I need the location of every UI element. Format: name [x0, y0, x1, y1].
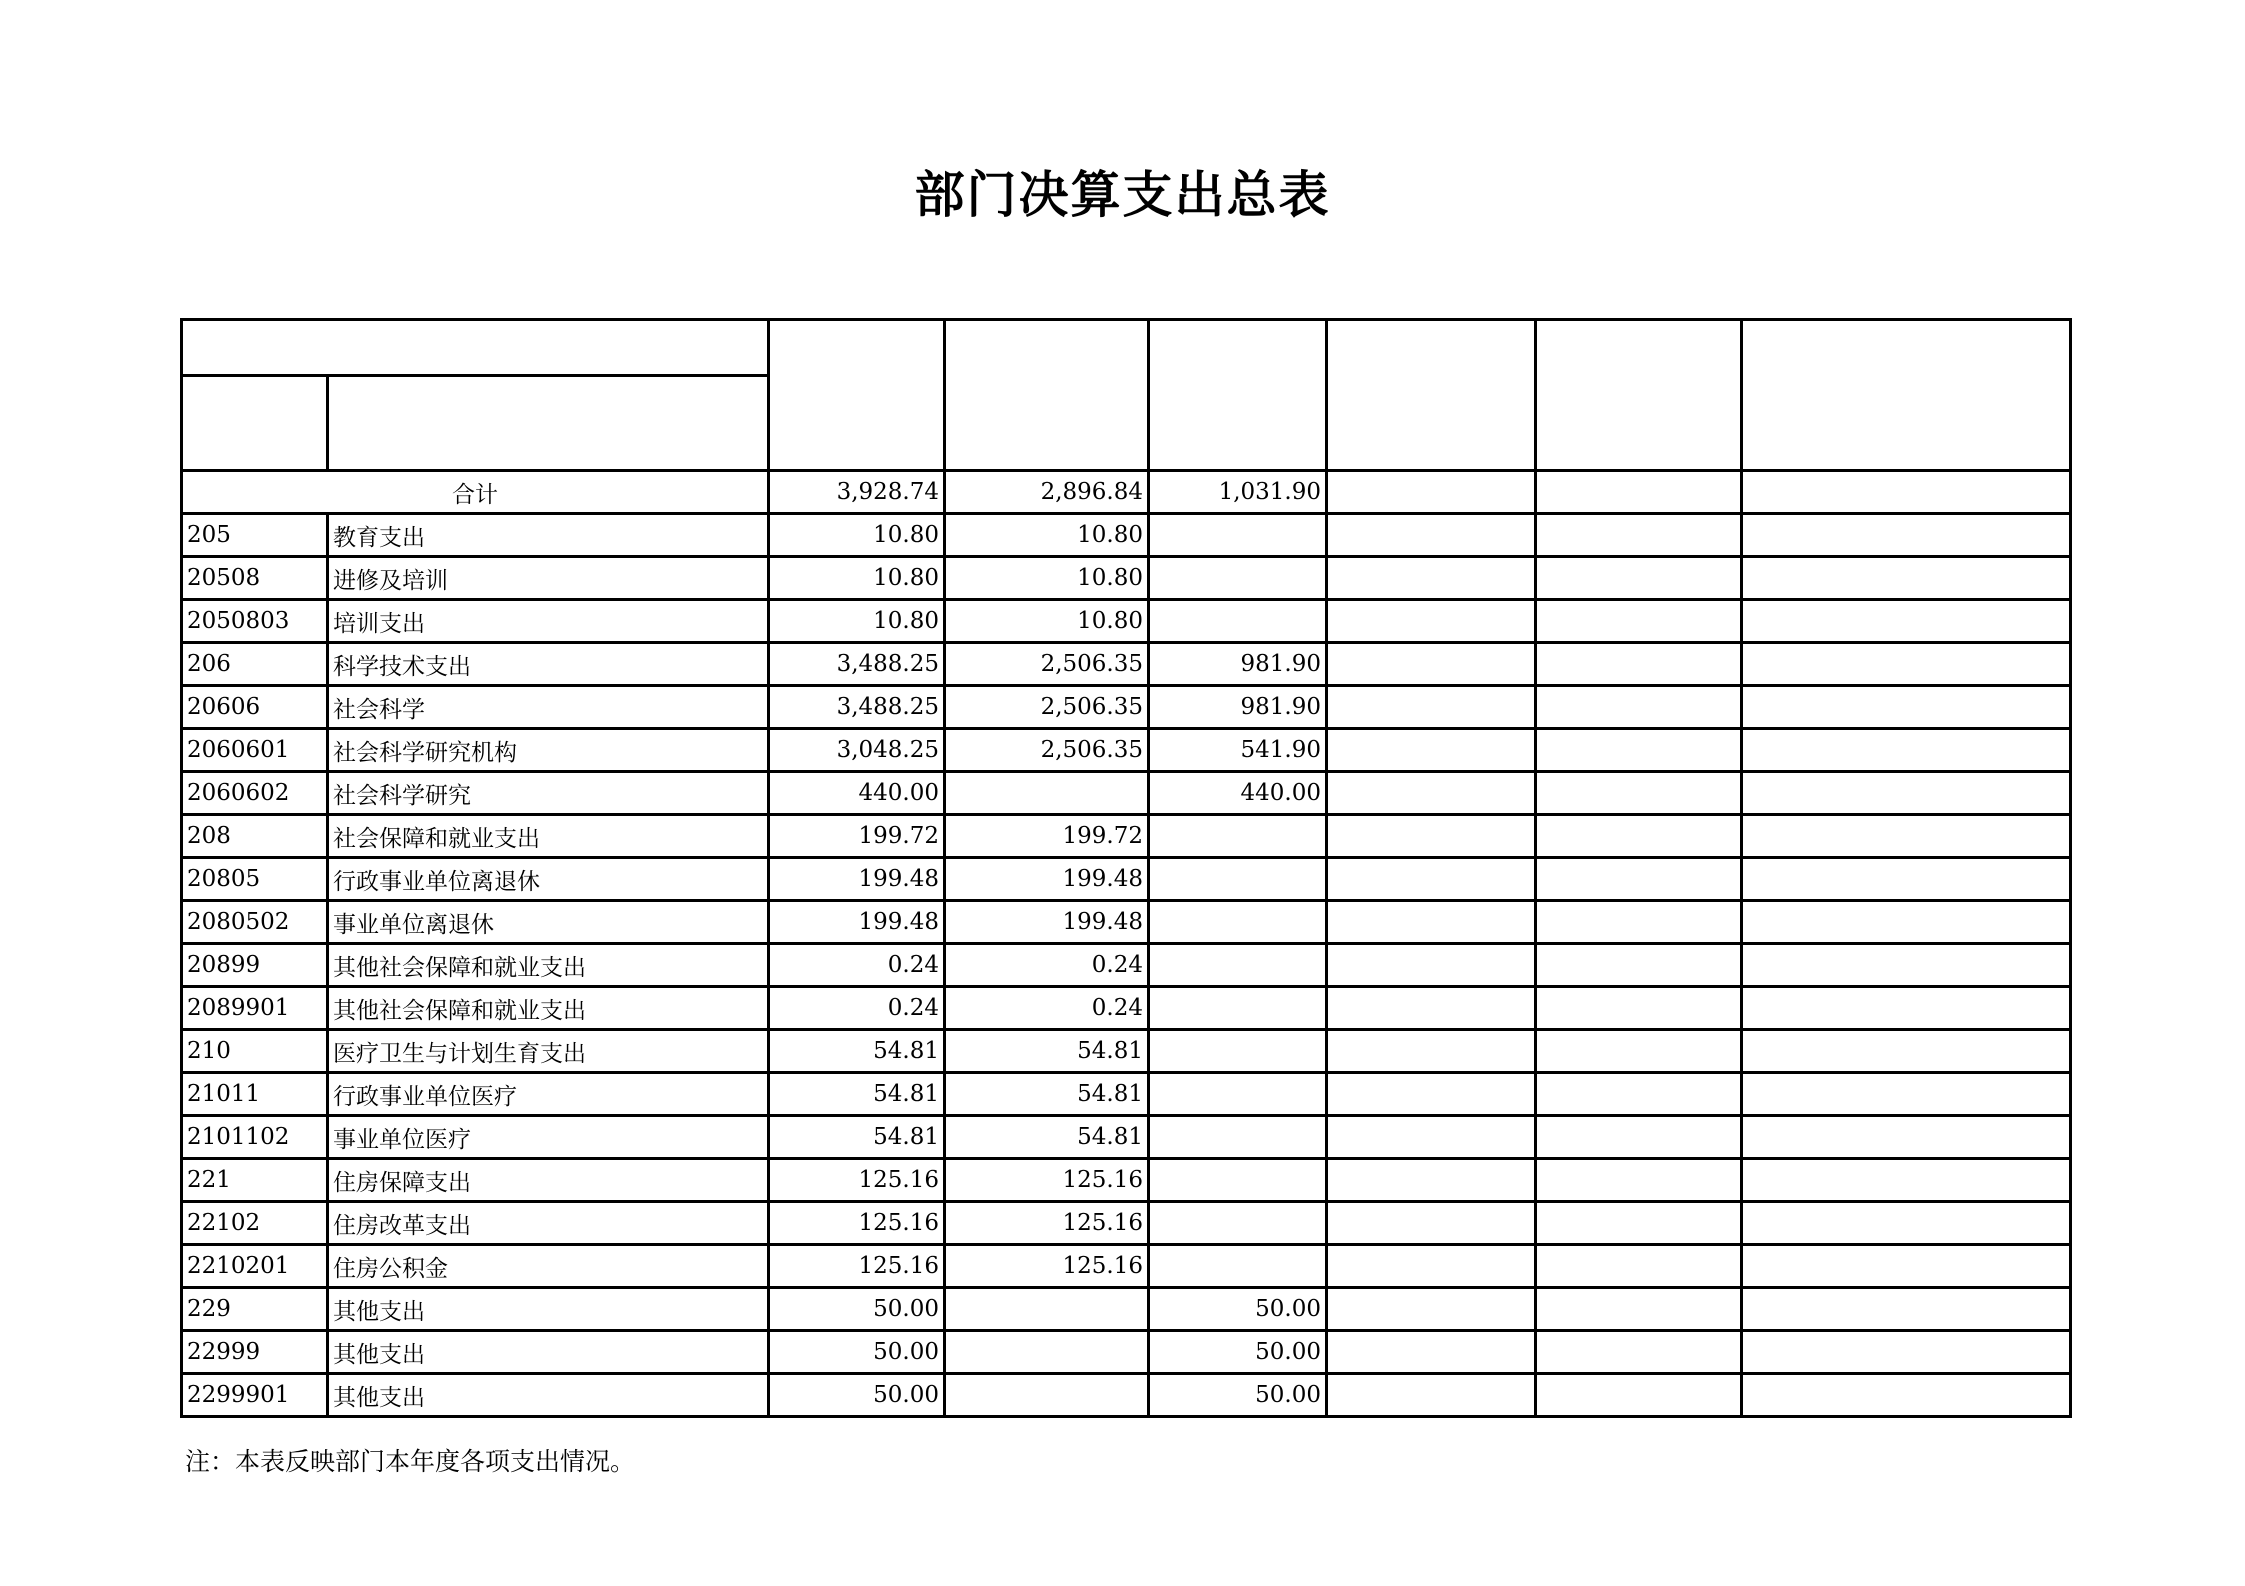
row-value-cell	[1149, 1159, 1327, 1202]
row-value-cell	[1742, 514, 2071, 557]
row-value-cell: 125.16	[769, 1202, 945, 1245]
row-value-cell	[1742, 600, 2071, 643]
row-value-cell	[1742, 1202, 2071, 1245]
row-name-cell: 住房公积金	[328, 1245, 769, 1288]
row-name-cell: 事业单位离退休	[328, 901, 769, 944]
row-code-cell: 20899	[182, 944, 328, 987]
row-code-cell: 20508	[182, 557, 328, 600]
row-value-cell	[1742, 1159, 2071, 1202]
row-value-cell	[1536, 686, 1742, 729]
row-value-cell	[1149, 987, 1327, 1030]
row-code-cell: 22999	[182, 1331, 328, 1374]
row-value-cell	[1149, 514, 1327, 557]
row-value-cell: 54.81	[769, 1073, 945, 1116]
row-value-cell: 50.00	[1149, 1288, 1327, 1331]
row-value-cell	[1742, 1073, 2071, 1116]
row-value-cell	[1536, 1073, 1742, 1116]
table-row	[182, 987, 2071, 1030]
row-value-cell	[1327, 1159, 1536, 1202]
row-value-cell: 3,488.25	[769, 686, 945, 729]
row-value-cell	[1536, 557, 1742, 600]
row-value-cell	[1327, 987, 1536, 1030]
row-code-cell: 229	[182, 1288, 328, 1331]
row-value-cell	[1327, 1374, 1536, 1417]
row-value-cell	[1742, 1030, 2071, 1073]
table-row	[182, 1073, 2071, 1116]
row-value-cell	[1327, 815, 1536, 858]
row-code-cell: 2101102	[182, 1116, 328, 1159]
row-value-cell	[1149, 1202, 1327, 1245]
row-code-cell: 2050803	[182, 600, 328, 643]
row-value-cell: 541.90	[1149, 729, 1327, 772]
row-code-cell: 210	[182, 1030, 328, 1073]
row-name-cell: 培训支出	[328, 600, 769, 643]
row-name-cell: 行政事业单位医疗	[328, 1073, 769, 1116]
row-value-cell: 10.80	[769, 514, 945, 557]
row-value-cell	[1149, 901, 1327, 944]
row-value-cell	[1327, 1030, 1536, 1073]
total-cell	[1327, 471, 1536, 514]
row-value-cell: 3,488.25	[769, 643, 945, 686]
table-row	[182, 686, 2071, 729]
row-code-cell: 205	[182, 514, 328, 557]
row-value-cell	[1149, 1073, 1327, 1116]
row-value-cell: 199.48	[945, 858, 1149, 901]
row-name-cell: 进修及培训	[328, 557, 769, 600]
header-col-1	[769, 320, 945, 471]
row-value-cell	[945, 1374, 1149, 1417]
row-value-cell: 50.00	[769, 1374, 945, 1417]
row-value-cell: 199.72	[945, 815, 1149, 858]
row-name-cell: 医疗卫生与计划生育支出	[328, 1030, 769, 1073]
row-value-cell	[1742, 686, 2071, 729]
row-value-cell: 125.16	[945, 1202, 1149, 1245]
row-value-cell: 125.16	[945, 1159, 1149, 1202]
row-value-cell: 440.00	[1149, 772, 1327, 815]
row-value-cell	[1327, 1245, 1536, 1288]
row-value-cell	[1742, 944, 2071, 987]
row-value-cell	[1327, 729, 1536, 772]
row-value-cell	[1536, 944, 1742, 987]
row-value-cell	[1327, 600, 1536, 643]
row-value-cell	[1536, 729, 1742, 772]
row-name-cell: 事业单位医疗	[328, 1116, 769, 1159]
row-value-cell	[1327, 557, 1536, 600]
table-row	[182, 1159, 2071, 1202]
row-value-cell	[1149, 557, 1327, 600]
row-value-cell: 10.80	[769, 600, 945, 643]
row-value-cell	[1536, 987, 1742, 1030]
header-subject-group	[182, 320, 769, 376]
row-value-cell: 3,048.25	[769, 729, 945, 772]
header-col-5	[1536, 320, 1742, 471]
row-value-cell	[1327, 514, 1536, 557]
row-value-cell	[1149, 944, 1327, 987]
row-value-cell: 199.72	[769, 815, 945, 858]
row-value-cell	[1536, 1116, 1742, 1159]
row-code-cell: 2060601	[182, 729, 328, 772]
header-col-6	[1742, 320, 2071, 471]
row-value-cell	[1327, 1116, 1536, 1159]
row-value-cell	[1327, 686, 1536, 729]
row-name-cell: 教育支出	[328, 514, 769, 557]
row-value-cell: 2,506.35	[945, 643, 1149, 686]
row-name-cell: 社会科学	[328, 686, 769, 729]
row-value-cell	[1327, 901, 1536, 944]
table-row	[182, 1374, 2071, 1417]
table-row	[182, 944, 2071, 987]
row-value-cell	[1536, 1245, 1742, 1288]
row-value-cell	[1149, 1030, 1327, 1073]
row-code-cell: 20606	[182, 686, 328, 729]
table-row	[182, 815, 2071, 858]
row-value-cell: 50.00	[1149, 1374, 1327, 1417]
table-row	[182, 1116, 2071, 1159]
row-value-cell	[1536, 514, 1742, 557]
row-value-cell	[1149, 815, 1327, 858]
row-code-cell: 208	[182, 815, 328, 858]
table-row	[182, 901, 2071, 944]
row-value-cell: 10.80	[769, 557, 945, 600]
row-value-cell: 54.81	[945, 1116, 1149, 1159]
row-value-cell: 10.80	[945, 514, 1149, 557]
row-value-cell	[1327, 643, 1536, 686]
row-name-cell: 住房保障支出	[328, 1159, 769, 1202]
row-value-cell	[945, 772, 1149, 815]
header-subject-code	[182, 376, 328, 471]
row-value-cell	[1327, 1202, 1536, 1245]
row-value-cell: 0.24	[769, 944, 945, 987]
row-value-cell	[1536, 901, 1742, 944]
row-value-cell	[1536, 1374, 1742, 1417]
row-value-cell	[1536, 1159, 1742, 1202]
total-label: 合计	[182, 471, 769, 514]
table-row	[182, 1202, 2071, 1245]
row-value-cell: 50.00	[769, 1331, 945, 1374]
row-value-cell	[1536, 858, 1742, 901]
row-value-cell: 199.48	[769, 901, 945, 944]
row-value-cell	[1742, 1245, 2071, 1288]
row-code-cell: 2210201	[182, 1245, 328, 1288]
row-value-cell: 54.81	[945, 1030, 1149, 1073]
table-row	[182, 1288, 2071, 1331]
row-value-cell: 125.16	[769, 1245, 945, 1288]
row-value-cell	[1742, 815, 2071, 858]
row-name-cell: 其他社会保障和就业支出	[328, 987, 769, 1030]
table-row	[182, 1245, 2071, 1288]
row-name-cell: 科学技术支出	[328, 643, 769, 686]
table-row	[182, 1331, 2071, 1374]
row-value-cell	[1536, 772, 1742, 815]
row-value-cell	[1536, 1288, 1742, 1331]
row-value-cell	[1536, 600, 1742, 643]
row-name-cell: 社会保障和就业支出	[328, 815, 769, 858]
row-value-cell	[1742, 1116, 2071, 1159]
row-value-cell	[1149, 1116, 1327, 1159]
row-value-cell: 50.00	[1149, 1331, 1327, 1374]
row-value-cell: 125.16	[945, 1245, 1149, 1288]
row-value-cell	[1742, 1374, 2071, 1417]
row-value-cell	[1742, 772, 2071, 815]
row-value-cell: 440.00	[769, 772, 945, 815]
table-row	[182, 729, 2071, 772]
row-value-cell	[1149, 1245, 1327, 1288]
row-value-cell: 54.81	[945, 1073, 1149, 1116]
row-code-cell: 2080502	[182, 901, 328, 944]
row-value-cell	[1536, 643, 1742, 686]
row-value-cell	[1536, 1030, 1742, 1073]
row-value-cell	[1536, 1331, 1742, 1374]
total-cell: 3,928.74	[769, 471, 945, 514]
row-value-cell: 0.24	[945, 944, 1149, 987]
row-value-cell: 981.90	[1149, 686, 1327, 729]
row-value-cell: 0.24	[945, 987, 1149, 1030]
row-code-cell: 22102	[182, 1202, 328, 1245]
total-cell: 1,031.90	[1149, 471, 1327, 514]
row-value-cell: 50.00	[769, 1288, 945, 1331]
row-value-cell: 10.80	[945, 557, 1149, 600]
row-value-cell	[1742, 729, 2071, 772]
header-col-3	[1149, 320, 1327, 471]
row-value-cell	[1742, 858, 2071, 901]
table-row	[182, 1030, 2071, 1073]
row-value-cell	[1149, 858, 1327, 901]
table-note: 注：本表反映部门本年度各项支出情况。	[185, 1447, 636, 1476]
row-name-cell: 其他支出	[328, 1288, 769, 1331]
row-value-cell	[1327, 772, 1536, 815]
row-value-cell	[1536, 1202, 1742, 1245]
page-title: 部门决算支出总表	[914, 166, 1331, 224]
row-value-cell	[1536, 815, 1742, 858]
table-row	[182, 772, 2071, 815]
row-name-cell: 其他支出	[328, 1331, 769, 1374]
row-value-cell: 10.80	[945, 600, 1149, 643]
row-code-cell: 221	[182, 1159, 328, 1202]
row-name-cell: 社会科学研究	[328, 772, 769, 815]
row-value-cell	[1742, 1288, 2071, 1331]
row-value-cell: 199.48	[945, 901, 1149, 944]
row-name-cell: 住房改革支出	[328, 1202, 769, 1245]
header-col-4	[1327, 320, 1536, 471]
row-value-cell	[1327, 1073, 1536, 1116]
row-code-cell: 2299901	[182, 1374, 328, 1417]
header-row-top	[182, 320, 2071, 376]
row-code-cell: 2089901	[182, 987, 328, 1030]
row-name-cell: 行政事业单位离退休	[328, 858, 769, 901]
row-code-cell: 20805	[182, 858, 328, 901]
row-value-cell	[1742, 643, 2071, 686]
row-name-cell: 其他社会保障和就业支出	[328, 944, 769, 987]
row-value-cell: 199.48	[769, 858, 945, 901]
row-value-cell	[1742, 987, 2071, 1030]
row-value-cell: 2,506.35	[945, 686, 1149, 729]
row-value-cell: 125.16	[769, 1159, 945, 1202]
row-value-cell	[1742, 901, 2071, 944]
total-cell	[1742, 471, 2071, 514]
table-row	[182, 557, 2071, 600]
row-value-cell	[1742, 557, 2071, 600]
row-value-cell	[1327, 1331, 1536, 1374]
row-value-cell	[1149, 600, 1327, 643]
row-name-cell: 社会科学研究机构	[328, 729, 769, 772]
row-value-cell	[945, 1331, 1149, 1374]
row-code-cell: 21011	[182, 1073, 328, 1116]
row-value-cell: 2,506.35	[945, 729, 1149, 772]
row-code-cell: 2060602	[182, 772, 328, 815]
row-value-cell	[1327, 858, 1536, 901]
total-row	[182, 471, 2071, 514]
row-value-cell	[945, 1288, 1149, 1331]
table-row	[182, 600, 2071, 643]
header-subject-name	[328, 376, 769, 471]
row-value-cell: 54.81	[769, 1116, 945, 1159]
row-value-cell	[1742, 1331, 2071, 1374]
row-value-cell: 981.90	[1149, 643, 1327, 686]
table-row	[182, 858, 2071, 901]
total-cell	[1536, 471, 1742, 514]
expenditure-table	[180, 318, 2072, 1418]
row-value-cell	[1327, 944, 1536, 987]
row-name-cell: 其他支出	[328, 1374, 769, 1417]
table-row	[182, 514, 2071, 557]
row-value-cell: 54.81	[769, 1030, 945, 1073]
row-code-cell: 206	[182, 643, 328, 686]
table-row	[182, 643, 2071, 686]
header-col-2	[945, 320, 1149, 471]
row-value-cell	[1327, 1288, 1536, 1331]
total-cell: 2,896.84	[945, 471, 1149, 514]
row-value-cell: 0.24	[769, 987, 945, 1030]
